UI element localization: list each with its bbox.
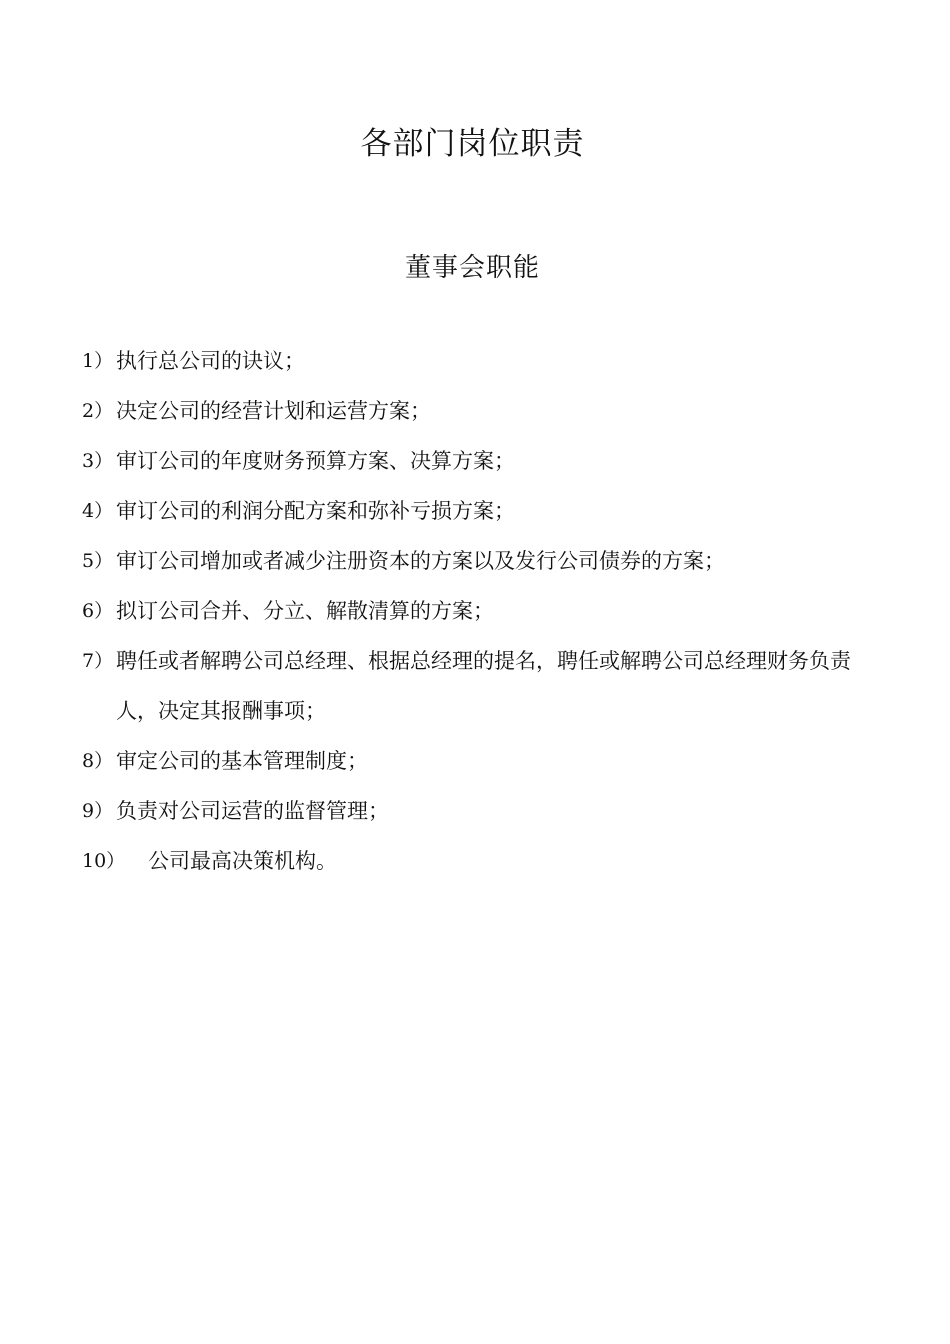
list-item	[82, 436, 882, 486]
list-item-number: 10）	[82, 850, 126, 872]
list-item-text: 审订公司增加或者减少注册资本的方案以及发行公司债券的方案；	[116, 549, 725, 573]
list-item-number: 5）	[82, 550, 114, 572]
list-item-number: 2）	[82, 400, 114, 422]
list-item-number: 8）	[82, 750, 114, 772]
list-item-number: 7）	[82, 650, 114, 672]
page-title: 各部门岗位职责	[360, 126, 585, 162]
list-item-text: 决定公司的经营计划和运营方案；	[116, 399, 431, 423]
list-item	[82, 486, 882, 536]
list-item-number: 3）	[82, 450, 114, 472]
list-item-text: 聘任或者解聘公司总经理、根据总经理的提名，聘任或解聘公司总经理财务负责人，决定其报酬事项；	[116, 649, 851, 723]
list-item-text: 拟订公司合并、分立、解散清算的方案；	[116, 599, 494, 623]
list-item-number: 6）	[82, 600, 114, 622]
list-item	[82, 786, 882, 836]
list-item	[82, 536, 882, 586]
list-item	[82, 386, 882, 436]
list-item-text: 审订公司的年度财务预算方案、决算方案；	[116, 449, 515, 473]
list-item-text: 公司最高决策机构。	[148, 849, 337, 873]
list-item	[82, 586, 882, 636]
section-title: 董事会职能	[404, 253, 540, 283]
list-item	[82, 836, 882, 886]
list-item-text: 审定公司的基本管理制度；	[116, 749, 368, 773]
list-item-number: 9）	[82, 800, 114, 822]
list-item-number: 4）	[82, 500, 114, 522]
list-item-text: 审订公司的利润分配方案和弥补亏损方案；	[116, 499, 515, 523]
list-item-number: 1）	[82, 350, 114, 372]
list-item	[82, 736, 882, 786]
list-item	[82, 636, 882, 736]
list-item	[82, 336, 882, 386]
duty-list	[82, 336, 882, 886]
list-item-text: 执行总公司的诀议；	[116, 349, 305, 373]
list-item-text: 负责对公司运营的监督管理；	[116, 799, 389, 823]
